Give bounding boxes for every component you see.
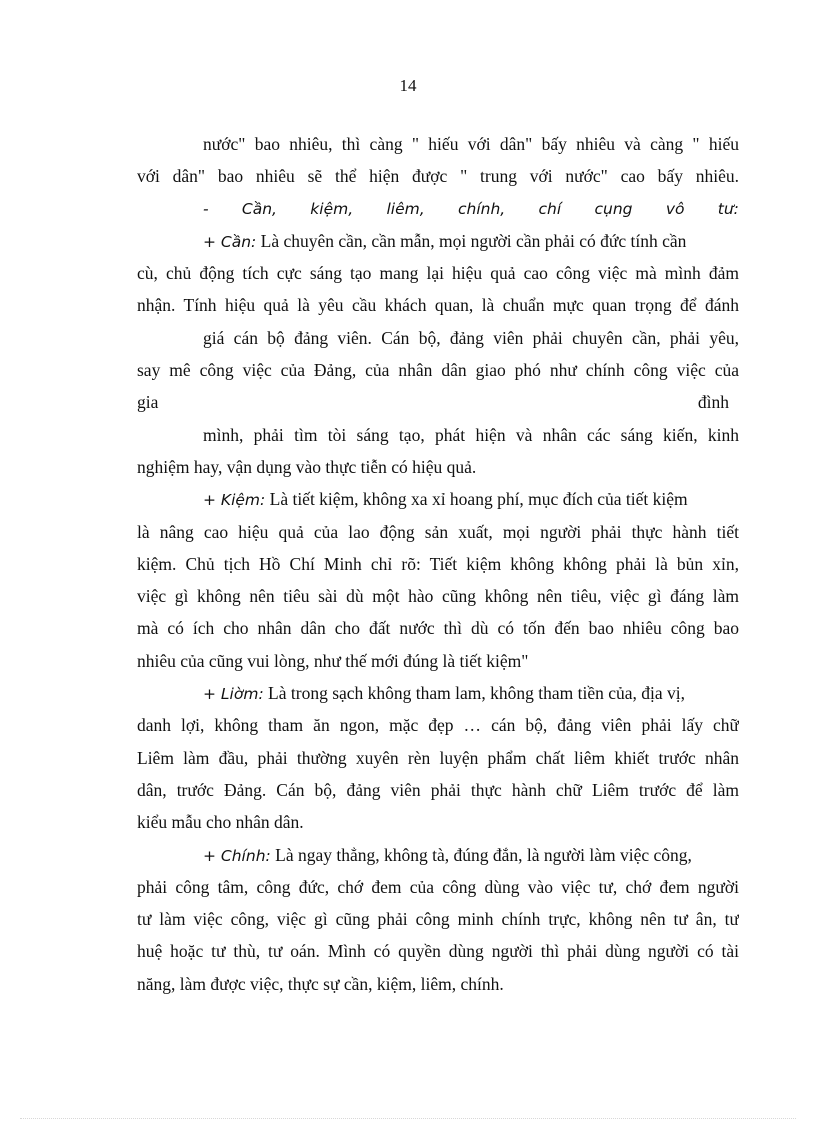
text-line: kiểu mẫu cho nhân dân.: [137, 812, 304, 833]
heading-word: chính,: [457, 199, 506, 218]
text-line: phải công tâm, công đức, chớ đem của công dùng vào việc tư, chớ đem người: [137, 876, 739, 897]
text-line: cù, chủ động tích cực sáng tạo mang lại hiệu quả cao công việc mà mình đảm: [137, 263, 739, 284]
text-span: đình: [697, 392, 729, 413]
heading-word: kiệm,: [310, 199, 354, 218]
section-heading: [137, 193, 739, 225]
text-span: Là tiết kiệm, không xa xỉ hoang phí, mục đích của tiết kiệm: [265, 489, 688, 510]
term-label-kiem: + Kiệm:: [203, 491, 266, 510]
heading-word: vô: [665, 199, 685, 218]
paragraph-liem: [137, 677, 739, 709]
text-line: nghiệm hay, vận dụng vào thực tiễn có hiệu quả.: [137, 456, 477, 477]
text-span: gia: [137, 392, 159, 413]
text-line: nhiêu của cũng vui lòng, như thế mới đúng là tiết kiệm": [137, 650, 529, 671]
paragraph-chinh: [137, 839, 739, 871]
text-line: dân, trước Đảng. Cán bộ, đảng viên phải thực hành chữ Liêm trước để làm: [137, 779, 739, 800]
term-label-can: + Cần:: [203, 232, 257, 251]
paragraph-can: [137, 225, 739, 257]
text-line: tư làm việc công, việc gì cũng phải công minh chính trực, không nên tư ân, tư: [137, 909, 739, 930]
text-span: Là trong sạch không tham lam, không tham tiền của, địa vị,: [263, 683, 686, 704]
document-body: [137, 128, 739, 1000]
page-number: 14: [399, 76, 417, 95]
text-line: danh lợi, không tham ăn ngon, mặc đẹp … cán bộ, đảng viên phải lấy chữ: [137, 715, 739, 736]
text-line: kiệm. Chủ tịch Hồ Chí Minh chỉ rõ: Tiết kiệm không không phải là bủn xỉn,: [137, 553, 739, 574]
text-line: nước" bao nhiêu, thì càng " hiếu với dân" bấy nhiêu và càng " hiếu: [203, 134, 739, 154]
paragraph-kiem: [137, 483, 739, 515]
text-line: Liêm làm đầu, phải thường xuyên rèn luyện phẩm chất liêm khiết trước nhân: [137, 747, 739, 768]
text-line: [137, 386, 739, 418]
heading-word: -: [203, 199, 209, 218]
text-line: mình, phải tìm tòi sáng tạo, phát hiện và nhân các sáng kiến, kinh: [203, 424, 739, 445]
term-label-liem: + Liờm:: [203, 685, 264, 704]
heading-word: cụng: [594, 199, 633, 218]
text-line: năng, làm được việc, thực sự cần, kiệm, liêm, chính.: [137, 973, 504, 994]
heading-word: tư:: [717, 199, 739, 218]
text-line: việc gì không nên tiêu sài dù một hào cũng không nên tiêu, việc gì đáng làm: [137, 586, 739, 607]
heading-word: liêm,: [386, 199, 425, 218]
term-label-chinh: + Chính:: [203, 846, 271, 865]
text-line: huệ hoặc tư thù, tư oán. Mình có quyền dùng người thì phải dùng người có tài: [137, 941, 739, 962]
text-span: Là chuyên cần, cần mẫn, mọi người cần phải có đức tính cần: [256, 230, 687, 251]
text-line: mà có ích cho nhân dân cho đất nước thì dù có tốn đến bao nhiêu công bao: [137, 618, 739, 639]
heading-word: Cần,: [241, 199, 277, 218]
text-line: nhận. Tính hiệu quả là yêu cầu khách quan, là chuẩn mực quan trọng để đánh: [137, 295, 739, 316]
text-line: là nâng cao hiệu quả của lao động sản xuất, mọi người phải thực hành tiết: [137, 521, 739, 542]
text-line: say mê công việc của Đảng, của nhân dân giao phó như chính công việc của: [137, 360, 739, 381]
heading-word: chí: [538, 199, 562, 218]
text-span: Là ngay thẳng, không tà, đúng đắn, là người làm việc công,: [270, 844, 692, 865]
text-line: giá cán bộ đảng viên. Cán bộ, đảng viên phải chuyên cần, phải yêu,: [203, 327, 739, 348]
page-bottom-divider: [20, 1118, 796, 1119]
text-line: với dân" bao nhiêu sẽ thể hiện được " trung với nước" cao bấy nhiêu.: [137, 166, 739, 187]
